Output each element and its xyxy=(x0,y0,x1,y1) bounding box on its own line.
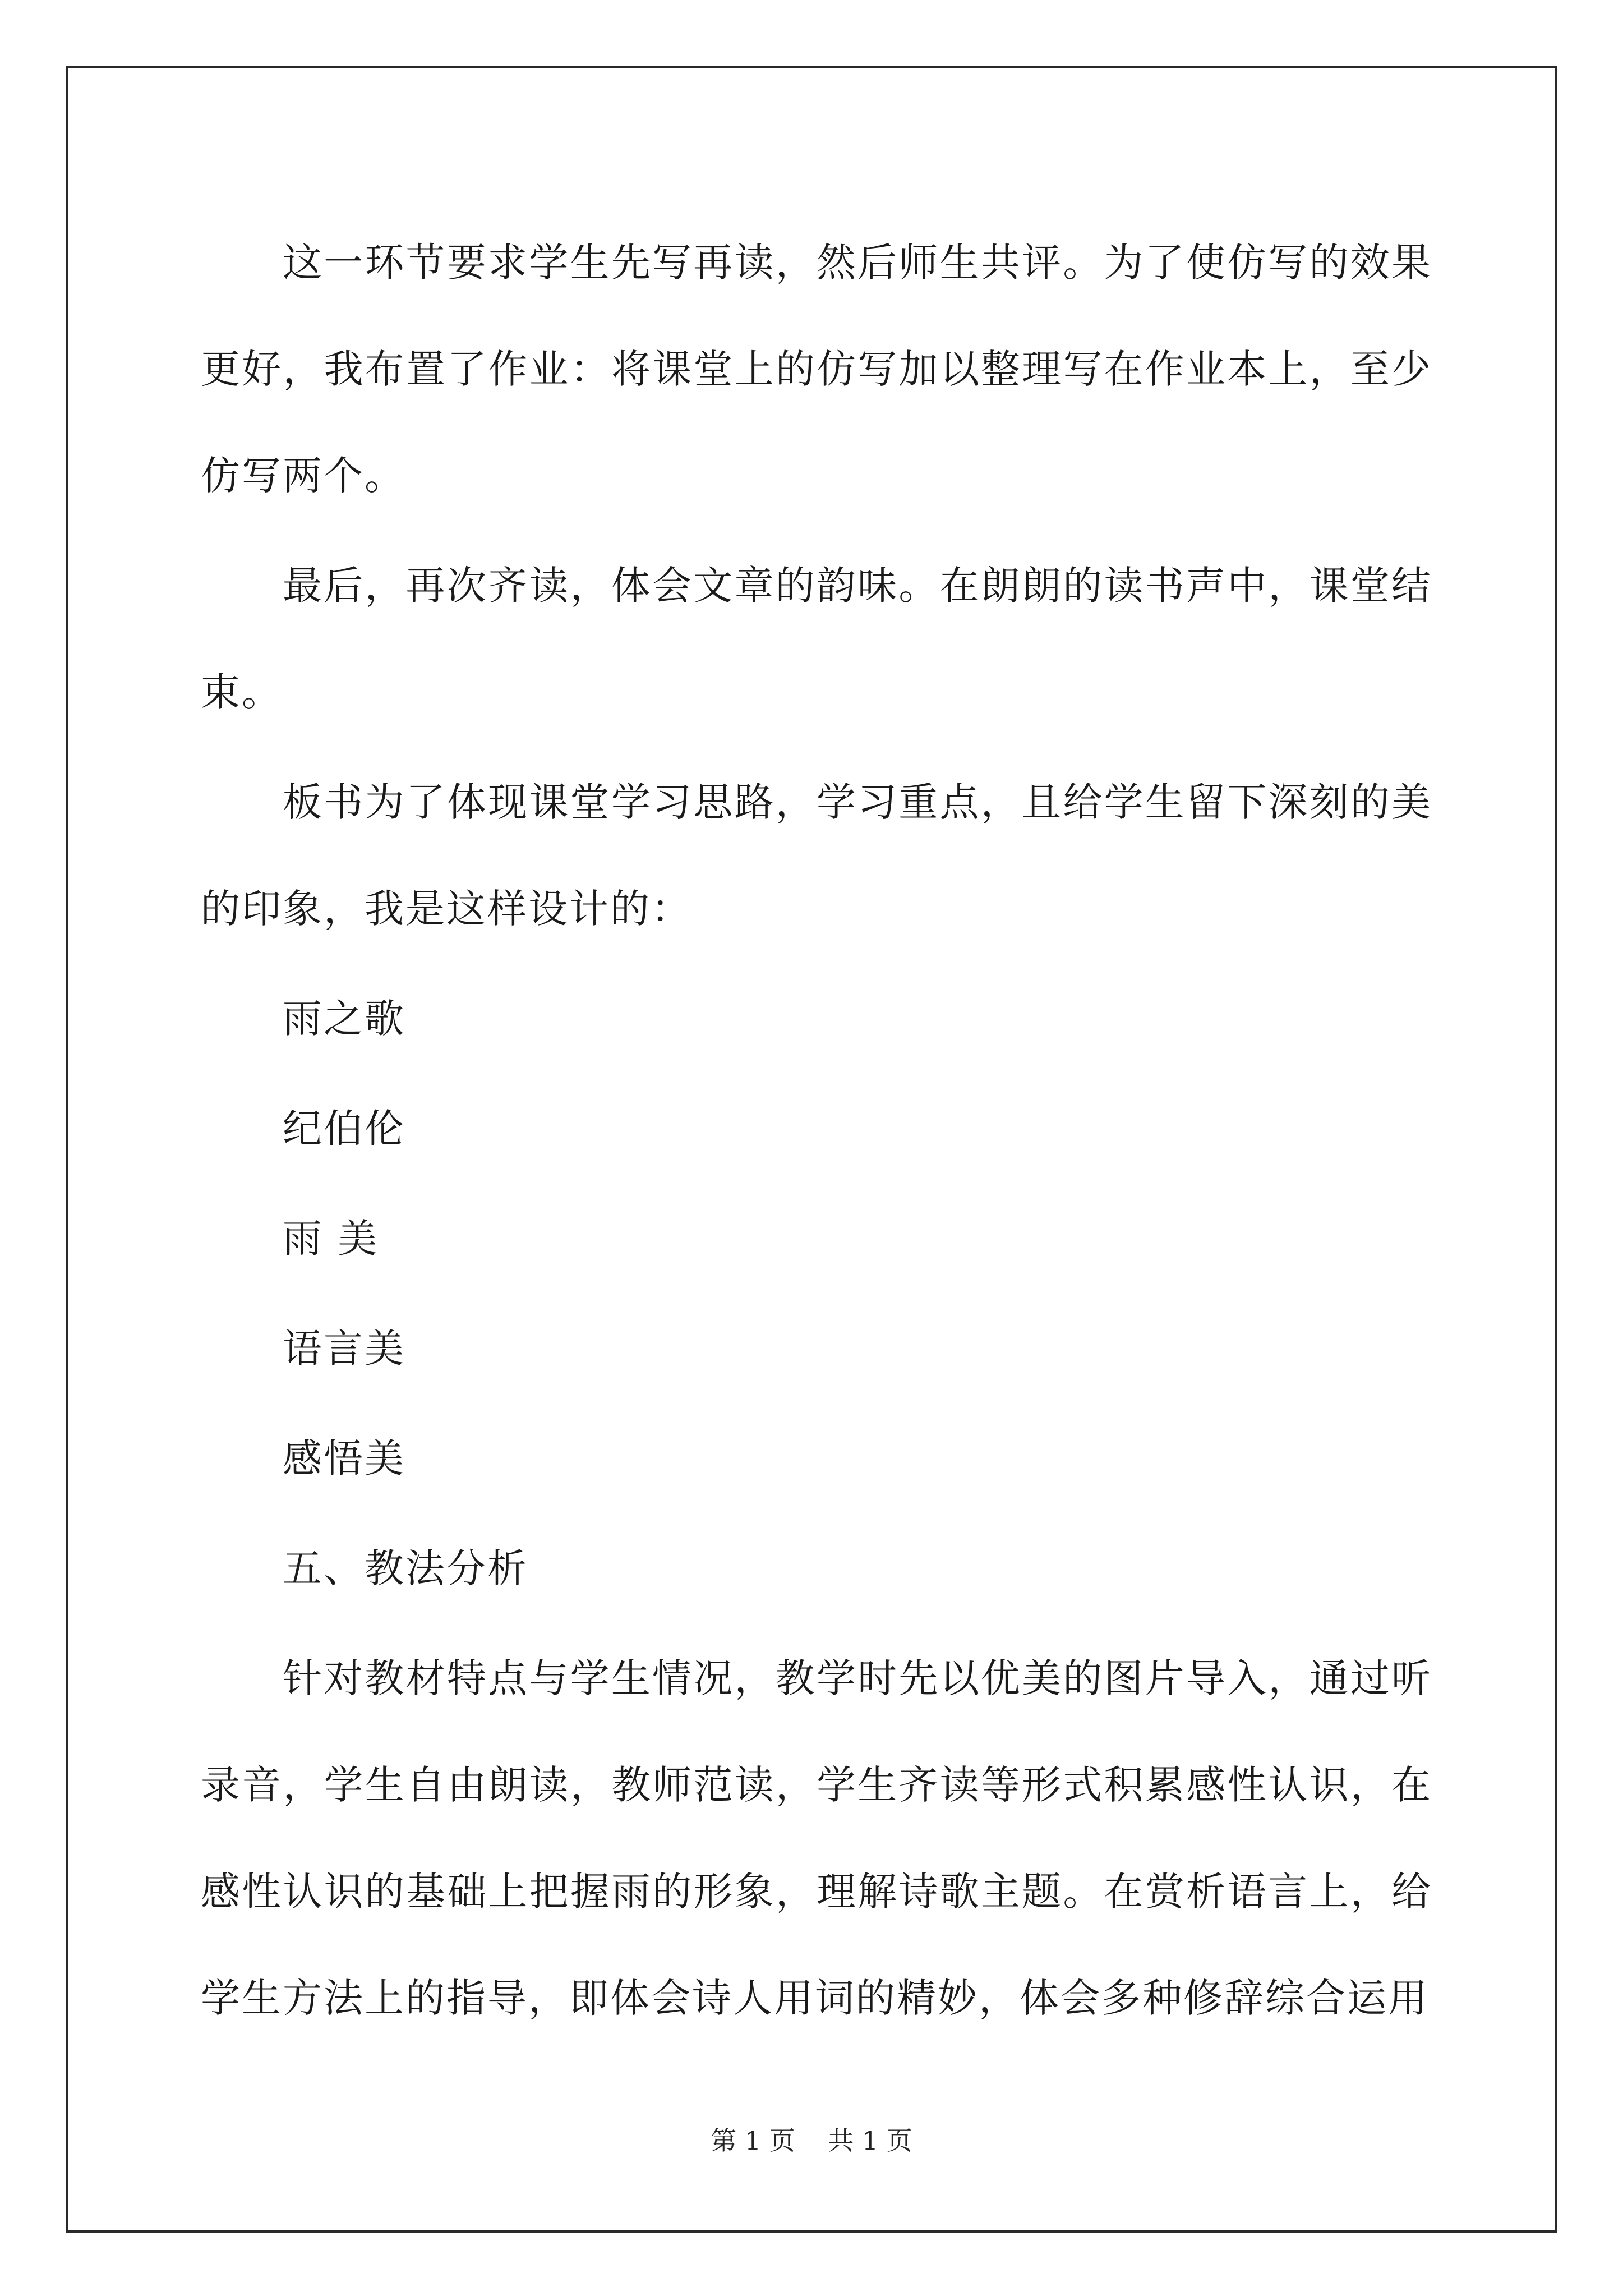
blackboard-item-insight-beauty: 感悟美 xyxy=(283,1435,405,1481)
page-footer xyxy=(0,2124,1623,2157)
blackboard-item-language-beauty: 语言美 xyxy=(283,1326,405,1372)
blackboard-title: 雨之歌 xyxy=(283,996,405,1042)
paragraph-teaching-method: 针对教材特点与学生情况，教学时先以优美的图片导入，通过听录音，学生自由朗读，教师范读，学生齐读等形式积累感性认识，在感性认识的基础上把握雨的形象，理解诗歌主题。在赏析语言上，给学生方法上的指导，即体会诗人用词的精妙，体会多种修辞综合运用 xyxy=(201,1655,1432,2021)
blackboard-item-rain-beauty: 雨 美 xyxy=(283,1216,379,1262)
paragraph-assignment: 这一环节要求学生先写再读，然后师生共评。为了使仿写的效果更好，我布置了作业：将课堂上的仿写加以整理写在作业本上，至少仿写两个。 xyxy=(201,240,1432,499)
page-number: 第 1 页 xyxy=(711,2125,795,2156)
blackboard-author: 纪伯伦 xyxy=(283,1106,405,1152)
page-total: 共 1 页 xyxy=(828,2125,912,2156)
paragraph-blackboard-intro: 板书为了体现课堂学习思路，学习重点，且给学生留下深刻的美的印象，我是这样设计的： xyxy=(201,779,1432,932)
paragraph-closing: 最后，再次齐读，体会文章的韵味。在朗朗的读书声中，课堂结束。 xyxy=(201,563,1432,715)
section-heading-teaching-method: 五、教法分析 xyxy=(283,1545,528,1591)
document-body xyxy=(201,209,1432,2055)
